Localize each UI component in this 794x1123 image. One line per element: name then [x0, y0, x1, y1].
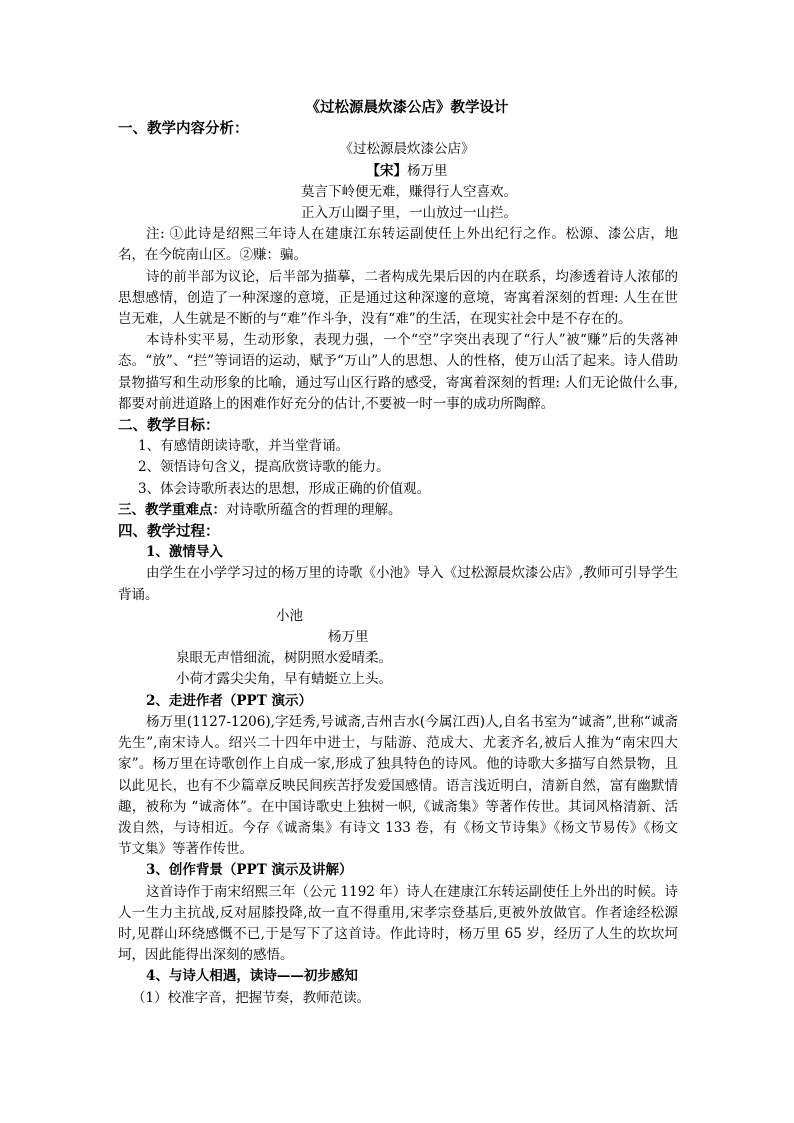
poem-note: 注: ①此诗是绍熙三年诗人在建康江东转运副使任上外出纪行之作。松源、漆公店，地名，在今皖南山区。②赚：骗。: [118, 226, 678, 264]
section-heading-goals: 二、教学目标：: [118, 417, 220, 435]
analysis-paragraph: 本诗朴实平易，生动形象，表现力强，一个“空”字突出表现了“行人”被“赚”后的失落神态。“放”、“拦”等词语的运动，赋予“万山”人的思想、人的性格，使万山活了起来。诗人借助景物描写和生动形象的比喻，通过写山区行路的感受，寄寓着深刻的哲理: 人们无论做什么事,都要对前进道路上的困难作好充分的估计,不要被一时一事的成功所陶醉。: [118, 332, 678, 412]
poem-line: 正入万山圈子里，一山放过一山拦。: [301, 205, 517, 222]
step-heading: 1、激情导入: [146, 544, 223, 561]
document-title: 《过松源晨炊漆公店》教学设计: [305, 99, 509, 116]
key-difficulty-text: 对诗歌所蕴含的哲理的理解。: [226, 501, 402, 518]
step-item: （1）校准字音，把握节奏，教师范读。: [132, 989, 371, 1006]
poem-author: 杨万里: [407, 162, 448, 179]
goal-item: 3、体会诗歌所表达的思想，形成正确的价值观。: [138, 480, 431, 497]
section-heading-content-analysis: 一、教学内容分析：: [118, 120, 249, 138]
poem-line: 莫言下岭便无难，赚得行人空喜欢。: [301, 183, 517, 200]
poem-title: 《过松源晨炊漆公店》: [339, 141, 475, 158]
xiaochi-poem-author: 杨万里: [328, 629, 369, 646]
goal-item: 1、有感情朗读诗歌，并当堂背诵。: [138, 438, 350, 455]
step-heading: 2、走进作者（PPT 演示）: [146, 692, 312, 709]
section-heading-key-points: 三、教学重难点：: [118, 501, 226, 518]
key-difficulty-line: [118, 500, 678, 521]
step-paragraph: 由学生在小学学习过的杨万里的诗歌《小池》导入《过松源晨炊漆公店》,教师可引导学生背诵。: [118, 565, 678, 603]
step-heading: 3、创作背景（PPT 演示及讲解）: [146, 862, 353, 879]
xiaochi-poem-line: 泉眼无声惜细流，树阴照水爱晴柔。: [176, 650, 392, 667]
goal-item: 2、领悟诗句含义，提高欣赏诗歌的能力。: [138, 459, 390, 476]
poem-dynasty: 【宋】: [366, 162, 407, 179]
poem-author-line: [136, 161, 678, 182]
section-heading-process: 四、教学过程：: [118, 523, 220, 541]
xiaochi-poem-line: 小荷才露尖尖角，早有蜻蜓立上头。: [176, 671, 392, 688]
step-heading: 4、与诗人相遇，读诗——初步感知: [146, 968, 358, 985]
xiaochi-poem-title: 小池: [276, 607, 303, 624]
analysis-paragraph: 诗的前半部为议论，后半部为描摹，二者构成先果后因的内在联系，均渗透着诗人浓郁的思想感情，创造了一种深邃的意境，正是通过这种深邃的意境，寄寓着深刻的哲理: 人生在世岂无难，人生就是不断的与“难”作斗争，没有“难”的生活，在现实社会中是不存在的。: [118, 268, 678, 328]
step-paragraph: 杨万里(1127-1206),字廷秀,号诚斋,吉州吉水(今属江西)人,自名书室为“诚斋”,世称“诚斋先生”,南宋诗人。绍兴二十四年中进士，与陆游、范成大、尤袤齐名,被后人推为“南宋四大家”。杨万里在诗歌创作上自成一家,形成了独具特色的诗风。他的诗歌大多描写自然景物，且以此见长，也有不少篇章反映民间疾苦抒发爱国感情。语言浅近明白，清新自然，富有幽默情趣，被称为 “诚斋体”。在中国诗歌史上独树一帜,《诚斋集》等著作传世。其词风格清新、活泼自然，与诗相近。今存《诚斋集》有诗文 133 卷，有《杨文节诗集》《杨文节易传》《杨文节文集》等著作传世。: [118, 713, 678, 858]
document-body: [118, 97, 678, 1009]
step-paragraph: 这首诗作于南宋绍熙三年（公元 1192 年）诗人在建康江东转运副使任上外出的时候。诗人一生力主抗战,反对屈膝投降,故一直不得重用,宋孝宗登基后,更被外放做官。作者途经松源时,见群山环绕感慨不已,于是写下了这首诗。作此诗时，杨万里 65 岁，经历了人生的坎坎坷坷，因此能得出深刻的感悟。: [118, 883, 678, 964]
